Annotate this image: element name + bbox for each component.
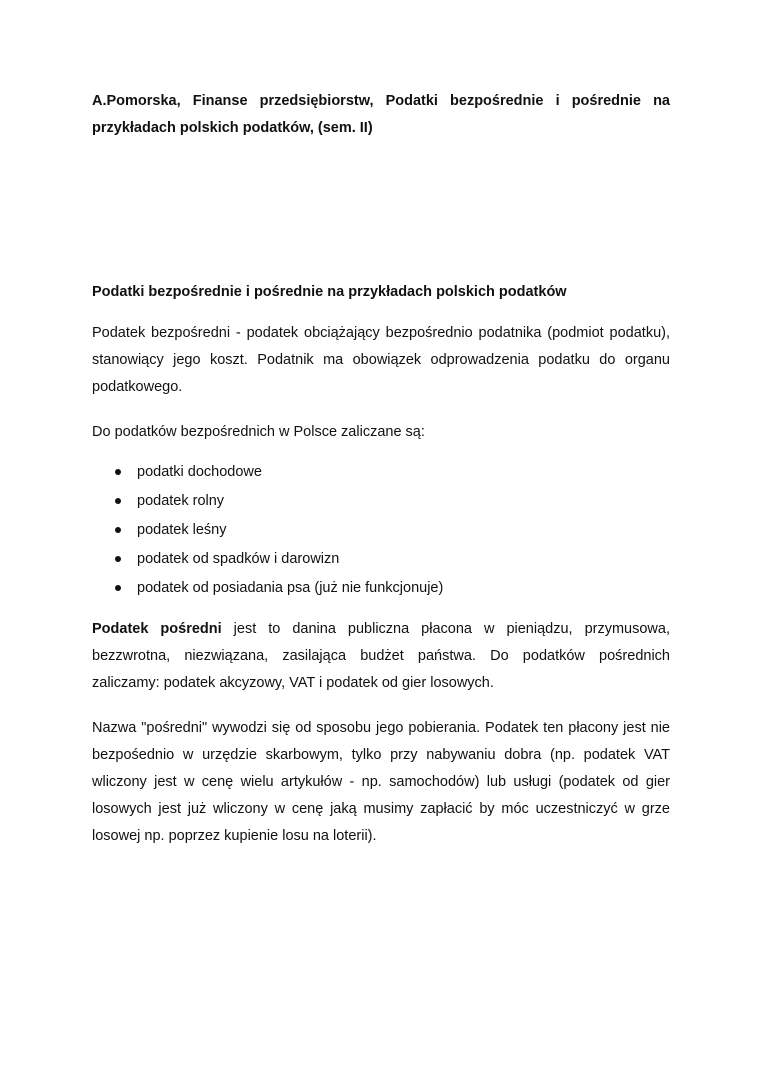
- document-header: A.Pomorska, Finanse przedsiębiorstw, Podatki bezpośrednie i pośrednie na przykładach polskich podatków, (sem. II): [92, 93, 670, 136]
- list-item-text: podatki dochodowe: [137, 464, 262, 480]
- list-item: [92, 549, 670, 569]
- list-item-text: podatek leśny: [137, 522, 227, 538]
- list-item-text: podatek rolny: [137, 493, 225, 509]
- bullet-icon: [115, 585, 121, 591]
- paragraph-indirect-definition: [92, 616, 670, 697]
- section-title: Podatki bezpośrednie i pośrednie na przykładach polskich podatków: [92, 284, 567, 300]
- list-item: [92, 491, 670, 511]
- document-content: [92, 88, 670, 850]
- bullet-icon: [115, 469, 121, 475]
- bullet-icon: [115, 527, 121, 533]
- list-item: [92, 578, 670, 598]
- paragraph-name-origin: Nazwa "pośredni" wywodzi się od sposobu jego pobierania. Podatek ten płacony jest nie bezpośednio w urzędzie skarbowym, tylko przy nabywaniu dobra (np. podatek VAT wliczony jest w cenę wielu artykułów - np. samochodów) lub usługi (podatek od gier losowych jest już wliczony w cenę jaką musimy zapłacić by móc uczestniczyć w grze losowej np. poprzez kupienie losu na loterii).: [92, 720, 670, 844]
- paragraph-direct-definition: Podatek bezpośredni - podatek obciążający bezpośrednio podatnika (podmiot podatku), stanowiący jego koszt. Podatnik ma obowiązek odprowadzenia podatku do organu podatkowego.: [92, 325, 670, 395]
- bullet-icon: [115, 556, 121, 562]
- bullet-icon: [115, 498, 121, 504]
- indirect-tax-definition: jest to danina publiczna płacona w pieniądzu, przymusowa, bezzwrotna, niezwiązana, zasilająca budżet państwa. Do podatków pośrednich zaliczamy: podatek akcyzowy, VAT i podatek od gier losowych.: [92, 621, 670, 691]
- list-item-text: podatek od posiadania psa (już nie funkcjonuje): [137, 580, 444, 596]
- direct-taxes-list: [92, 462, 670, 598]
- indirect-tax-term: Podatek pośredni: [92, 621, 222, 637]
- list-item: [92, 520, 670, 540]
- paragraph-direct-list-intro: Do podatków bezpośrednich w Polsce zaliczane są:: [92, 424, 425, 440]
- list-item-text: podatek od spadków i darowizn: [137, 551, 340, 567]
- list-item: [92, 462, 670, 482]
